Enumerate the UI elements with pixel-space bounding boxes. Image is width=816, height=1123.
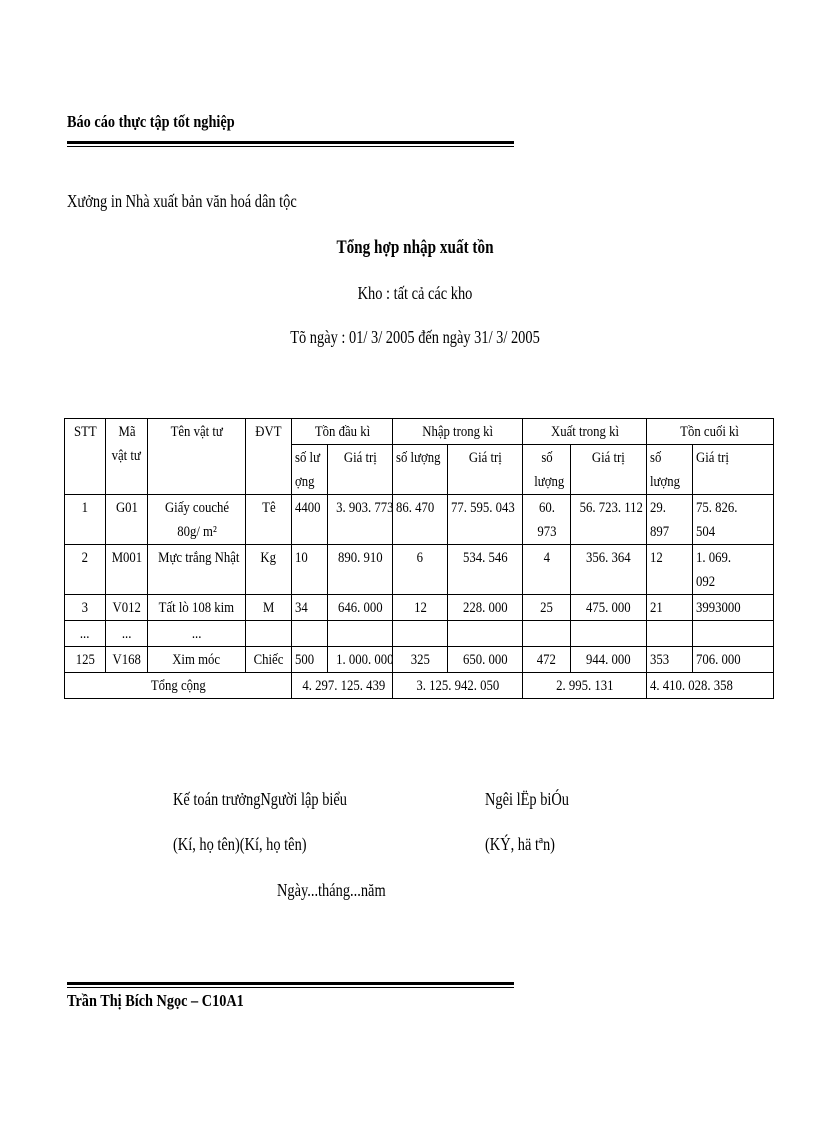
table-row: ... ... ... — [65, 621, 774, 647]
header-import: Nhập trong kì — [393, 419, 523, 445]
report-header-title: Báo cáo thực tập tốt nghiệp — [67, 112, 235, 131]
header-stt: STT — [65, 419, 106, 495]
header-code: Mã vật tư — [106, 419, 148, 495]
header-unit: ĐVT — [246, 419, 292, 495]
subheader-import-value: Giá trị — [448, 445, 523, 495]
table-row: 2 M001 Mực trắng Nhật Kg 10 890. 910 6 534. 546 4 356. 364 12 1. 069. 092 — [65, 545, 774, 595]
header-export: Xuất trong kì — [523, 419, 647, 445]
subheader-export-value: Giá trị — [571, 445, 647, 495]
inventory-table — [64, 418, 774, 699]
signature-left-sub: (Kí, họ tên)(Kí, họ tên) — [173, 834, 307, 854]
header-name: Tên vật tư — [148, 419, 246, 495]
total-opening: 4. 297. 125. 439 — [292, 673, 393, 699]
header-closing: Tồn cuối kì — [647, 419, 774, 445]
total-import: 3. 125. 942. 050 — [393, 673, 523, 699]
subheader-closing-value: Giá trị — [693, 445, 774, 495]
subheader-opening-value: Giá trị — [328, 445, 393, 495]
signature-right-sub: (KÝ, hä tªn) — [485, 834, 555, 854]
table-row: 125 V168 Xim móc Chiếc 500 1. 000. 000 325 650. 000 472 944. 000 353 706. 000 — [65, 647, 774, 673]
total-closing: 4. 410. 028. 358 — [647, 673, 774, 699]
period-label: Tõ ngày : 01/ 3/ 2005 đến ngày 31/ 3/ 2005 — [290, 327, 540, 347]
table-total-row — [65, 673, 774, 699]
subheader-import-qty: số lượng — [393, 445, 448, 495]
footer-author: Trần Thị Bích Ngọc – C10A1 — [67, 991, 244, 1010]
footer-rule-thin — [67, 987, 514, 988]
warehouse-label: Kho : tất cả các kho — [357, 283, 473, 303]
report-title: Tổng hợp nhập xuất tồn — [336, 237, 494, 258]
total-export: 2. 995. 131 — [523, 673, 647, 699]
subheader-closing-qty: số lượng — [647, 445, 693, 495]
signature-date-line: Ngày...tháng...năm — [277, 880, 386, 900]
footer-rule — [67, 982, 514, 985]
table-row: 3 V012 Tất lò 108 kim M 34 646. 000 12 228. 000 25 475. 000 21 3993000 — [65, 595, 774, 621]
subheader-opening-qty: số lượng — [292, 445, 328, 495]
table-row: 1 G01 Giấy couché 80g/ m² Tê 4400 3. 903. 773 86. 470 77. 595. 043 60. 973 56. 723. 112 29. 897 75. 826. 504 — [65, 495, 774, 545]
signature-left-title: Kế toán trưởngNgười lập biểu — [173, 789, 348, 809]
signature-right-title: Ngêi lËp biÓu — [485, 789, 569, 809]
total-label: Tổng cộng — [65, 673, 292, 699]
organization-name: Xưởng in Nhà xuất bản văn hoá dân tộc — [67, 191, 297, 211]
table-header-row — [65, 419, 774, 445]
header-rule — [67, 141, 514, 144]
header-opening: Tồn đầu kì — [292, 419, 393, 445]
header-rule-thin — [67, 146, 514, 147]
subheader-export-qty: số lượng — [523, 445, 571, 495]
